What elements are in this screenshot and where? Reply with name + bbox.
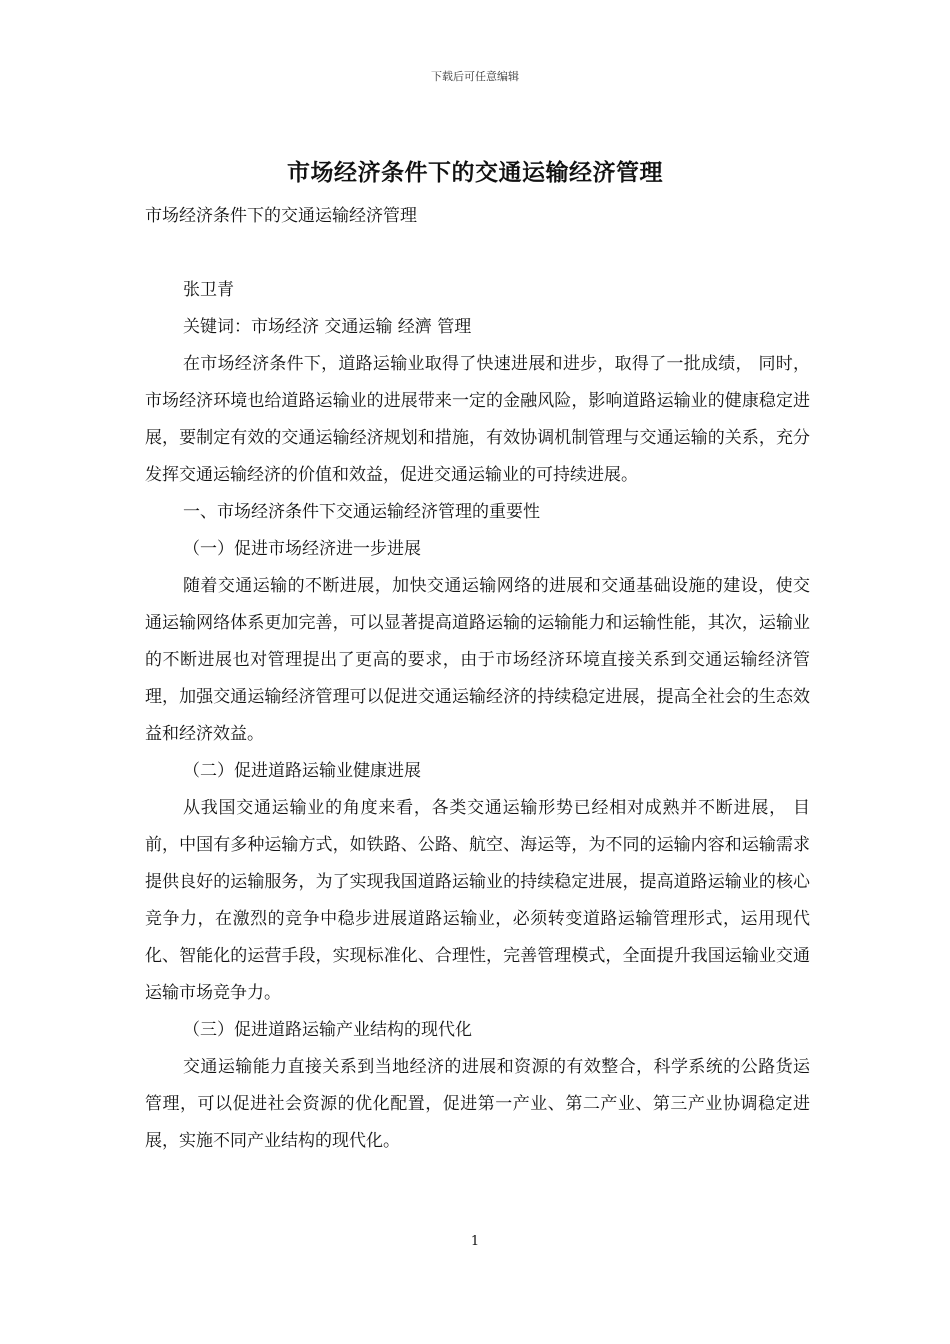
paragraph-3: 交通运输能力直接关系到当地经济的进展和资源的有效整合，科学系统的公路货运管理，可以促进社会资源的优化配置，促进第一产业、第二产业、第三产业协调稳定进展，实施不同产业结构的现代化。 bbox=[145, 1057, 810, 1151]
paragraph-1: 随着交通运输的不断进展，加快交通运输网络的进展和交通基础设施的建设，使交通运输网络体系更加完善，可以显著提高道路运输的运输能力和运输性能，其次，运输业的不断进展也对管理提出了更高的要求，由于市场经济环境直接关系到交通运输经济管理，加强交通运输经济管理可以促进交通运输经济的持续稳定进展，提高全社会的生态效益和经济效益。 bbox=[145, 576, 810, 744]
document-subtitle: 市场经济条件下的交通运输经济管理 bbox=[145, 206, 417, 226]
keywords-line: 关键词：市场经济 交通运输 经濟 管理 bbox=[183, 317, 472, 337]
author-name: 张卫青 bbox=[183, 280, 234, 300]
section-heading-1: 一、市场经济条件下交通运输经济管理的重要性 bbox=[183, 502, 540, 522]
subsection-heading-1: （一）促进市场经济进一步进展 bbox=[183, 539, 421, 559]
document-title: 市场经济条件下的交通运输经济管理 bbox=[287, 159, 663, 186]
blank-line bbox=[145, 235, 810, 272]
paragraph-2: 从我国交通运输业的角度来看，各类交通运输形势已经相对成熟并不断进展， 目前，中国有多种运输方式，如铁路、公路、航空、海运等，为不同的运输内容和运输需求提供良好的运输服务，为了实现我国道路运输业的持续稳定进展，提高道路运输业的核心竞争力，在激烈的竞争中稳步进展道路运输业，必须转变道路运输管理形式，运用现代化、智能化的运营手段，实现标准化、合理性，完善管理模式，全面提升我国运输业交通运输市场竞争力。 bbox=[145, 798, 810, 1003]
page-header: 下载后可任意编辑 bbox=[431, 70, 519, 83]
paragraph-intro: 在市场经济条件下，道路运输业取得了快速进展和进步，取得了一批成绩， 同时，市场经济环境也给道路运输业的进展带来一定的金融风险，影响道路运输业的健康稳定进展，要制定有效的交通运输经济规划和措施，有效协调机制管理与交通运输的关系，充分发挥交通运输经济的价值和效益，促进交通运输业的可持续进展。 bbox=[145, 354, 810, 485]
page-number: 1 bbox=[470, 1234, 480, 1249]
subsection-heading-2: （二）促进道路运输业健康进展 bbox=[183, 761, 421, 781]
subsection-heading-3: （三）促进道路运输产业结构的现代化 bbox=[183, 1020, 472, 1040]
document-body bbox=[145, 198, 810, 1160]
